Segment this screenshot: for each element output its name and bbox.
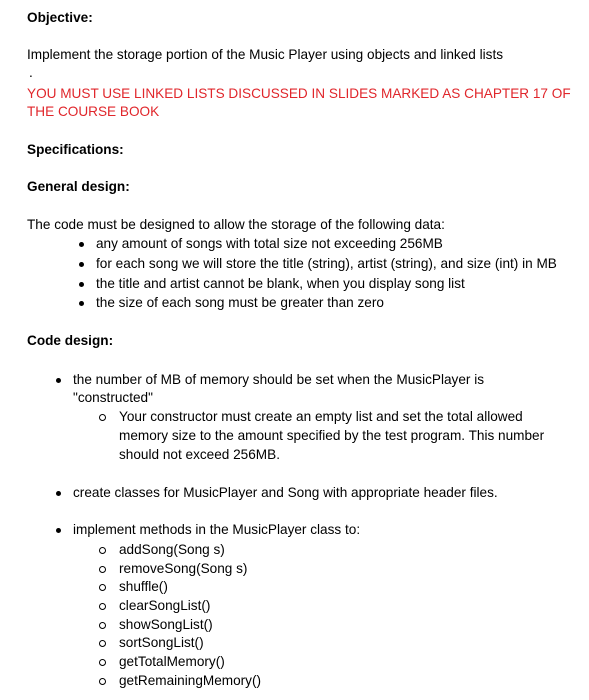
objective-heading: Objective: [27, 10, 93, 25]
method-item: getTotalMemory() [119, 654, 225, 669]
general-design-intro: The code must be designed to allow the storage of the following data: [27, 217, 445, 232]
method-item: sortSongList() [119, 635, 204, 650]
general-bullet: for each song we will store the title (string), artist (string), and size (int) in MB [96, 256, 557, 271]
method-item: addSong(Song s) [119, 542, 225, 557]
code-bullet-classes: create classes for MusicPlayer and Song with appropriate header files. [73, 485, 498, 500]
constructor-note-line-3: should not exceed 256MB. [119, 447, 280, 462]
method-item: shuffle() [119, 579, 168, 594]
code-design-heading: Code design: [27, 333, 114, 348]
objective-dot: . [29, 65, 33, 80]
warning-line-1: YOU MUST USE LINKED LISTS DISCUSSED IN SLIDES MARKED AS CHAPTER 17 OF [27, 86, 571, 101]
general-bullet: any amount of songs with total size not exceeding 256MB [96, 236, 443, 251]
method-item: removeSong(Song s) [119, 561, 248, 576]
code-bullet-memory-line-2: "constructed" [73, 390, 153, 405]
constructor-note-line-1: Your constructor must create an empty list and set the total allowed [119, 409, 523, 424]
code-bullet-memory-line-1: the number of MB of memory should be set when the MusicPlayer is [73, 372, 485, 387]
warning-line-2: THE COURSE BOOK [27, 104, 160, 119]
general-bullet: the size of each song must be greater than zero [96, 295, 384, 310]
general-design-heading: General design: [27, 179, 130, 194]
method-item: getRemainingMemory() [119, 673, 262, 688]
constructor-note-line-2: memory size to the amount specified by the test program. This number [119, 428, 545, 443]
method-item: clearSongList() [119, 598, 211, 613]
objective-text: Implement the storage portion of the Music Player using objects and linked lists [27, 47, 504, 62]
method-item: showSongList() [119, 617, 213, 632]
code-bullet-methods: implement methods in the MusicPlayer class to: [73, 522, 361, 537]
general-bullet: the title and artist cannot be blank, when you display song list [96, 276, 465, 291]
specifications-heading: Specifications: [27, 142, 124, 157]
